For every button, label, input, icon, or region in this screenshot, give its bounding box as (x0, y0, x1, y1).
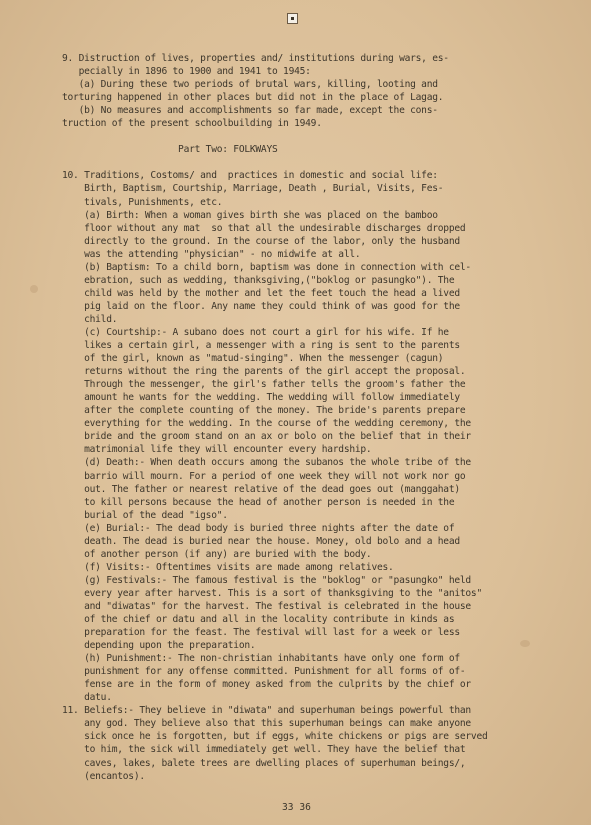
text-line: (g) Festivals:- The famous festival is the "boklog" or "pasungko" held (62, 574, 471, 586)
text-line: bride and the groom stand on an ax or bolo on the belief that in their (62, 431, 471, 443)
text-line: out. The father or nearest relative of the dead goes out (manggahat) (62, 483, 460, 495)
text-line: fense are in the form of money asked from the culprits by the chief or (62, 679, 471, 691)
text-line: Through the messenger, the girl's father tells the groom's father the (62, 379, 466, 391)
text-line: death. The dead is buried near the house. Money, old bolo and a head (62, 535, 460, 547)
text-line: to him, the sick will immediately get well. They have the belief that (62, 744, 466, 756)
text-line: punishment for any offense committed. Punishment for all forms of of- (62, 666, 466, 678)
text-line: burial of the dead "igso". (62, 509, 228, 521)
text-line: (encantos). (62, 770, 145, 782)
text-line: (a) During these two periods of brutal wars, killing, looting and (62, 79, 438, 91)
text-line: truction of the present schoolbuilding in 1949. (62, 118, 322, 130)
text-line: (b) No measures and accomplishments so far made, except the cons- (62, 105, 438, 117)
text-line: torturing happened in other places but did not in the place of Lagag. (62, 92, 444, 104)
text-line: (d) Death:- When death occurs among the subanos the whole tribe of the (62, 457, 471, 469)
text-line: any god. They believe also that this superhuman beings can make anyone (62, 718, 471, 730)
text-line: was the attending "physician" - no midwife at all. (62, 248, 361, 260)
text-line: (c) Courtship:- A subano does not court a girl for his wife. If he (62, 326, 449, 338)
text-line: every year after harvest. This is a sort of thanksgiving to the "anitos" (62, 587, 482, 599)
text-line: (b) Baptism: To a child born, baptism was done in connection with cel- (62, 261, 471, 273)
text-line: caves, lakes, balete trees are dwelling places of superhuman beings/, (62, 757, 466, 769)
text-line: and "diwatas" for the harvest. The festival is celebrated in the house (62, 600, 471, 612)
text-line: child was held by the mother and let the feet touch the head a lived (62, 287, 460, 299)
paper-stain (30, 285, 38, 293)
text-line: amount he wants for the wedding. The wedding will follow immediately (62, 392, 460, 404)
text-line: tivals, Punishments, etc. (62, 196, 223, 208)
text-line: pig laid on the floor. Any name they could think of was good for the (62, 300, 460, 312)
text-line: (e) Burial:- The dead body is buried three nights after the date of (62, 522, 455, 534)
text-line: (f) Visits:- Oftentimes visits are made among relatives. (62, 561, 394, 573)
document-body (62, 52, 582, 783)
text-line: to kill persons because the head of another person is needed in the (62, 496, 455, 508)
text-line: pecially in 1896 to 1900 and 1941 to 1945: (62, 66, 311, 78)
text-line: floor without any mat so that all the undesirable discharges dropped (62, 222, 466, 234)
blank-line (62, 130, 582, 143)
text-line: datu. (62, 692, 112, 704)
text-line: sick once he is forgotten, but if eggs, white chickens or pigs are served (62, 731, 488, 743)
text-line: after the complete counting of the money. The bride's parents prepare (62, 405, 466, 417)
text-line: of the chief or datu and all in the locality contribute in kinds as (62, 614, 455, 626)
text-line: (h) Punishment:- The non-christian inhabitants have only one form of (62, 653, 460, 665)
text-line: of the girl, known as "matud-singing". When the messenger (cagun) (62, 353, 444, 365)
text-line: ebration, such as wedding, thanksgiving,("boklog or pasungko"). The (62, 274, 455, 286)
text-line: returns without the ring the parents of the girl accept the proposal. (62, 366, 466, 378)
text-line: directly to the ground. In the course of the labor, only the husband (62, 235, 460, 247)
text-line: depending upon the preparation. (62, 640, 256, 652)
text-line: likes a certain girl, a messenger with a ring is sent to the parents (62, 340, 460, 352)
text-line: Part Two: FOLKWAYS (62, 144, 278, 156)
text-line: 11. Beliefs:- They believe in "diwata" and superhuman beings powerful than (62, 705, 471, 717)
text-line: preparation for the feast. The festival will last for a week or less (62, 627, 460, 639)
text-line: barrio will mourn. For a period of one week they will not work nor go (62, 470, 466, 482)
text-line: Birth, Baptism, Courtship, Marriage, Death , Burial, Visits, Fes- (62, 183, 444, 195)
text-line: matrimonial life they will encounter every hardship. (62, 444, 372, 456)
page-number: 33 36 (282, 802, 311, 813)
text-line: 9. Distruction of lives, properties and/ institutions during wars, es- (62, 53, 449, 64)
text-line: everything for the wedding. In the course of the wedding ceremony, the (62, 418, 471, 430)
text-line: 10. Traditions, Costoms/ and practices in domestic and social life: (62, 170, 438, 182)
text-line: (a) Birth: When a woman gives birth she was placed on the bamboo (62, 209, 438, 221)
text-line: child. (62, 313, 118, 325)
staple-mark-icon (287, 13, 298, 24)
text-line: of another person (if any) are buried with the body. (62, 548, 372, 560)
blank-line (62, 156, 582, 169)
